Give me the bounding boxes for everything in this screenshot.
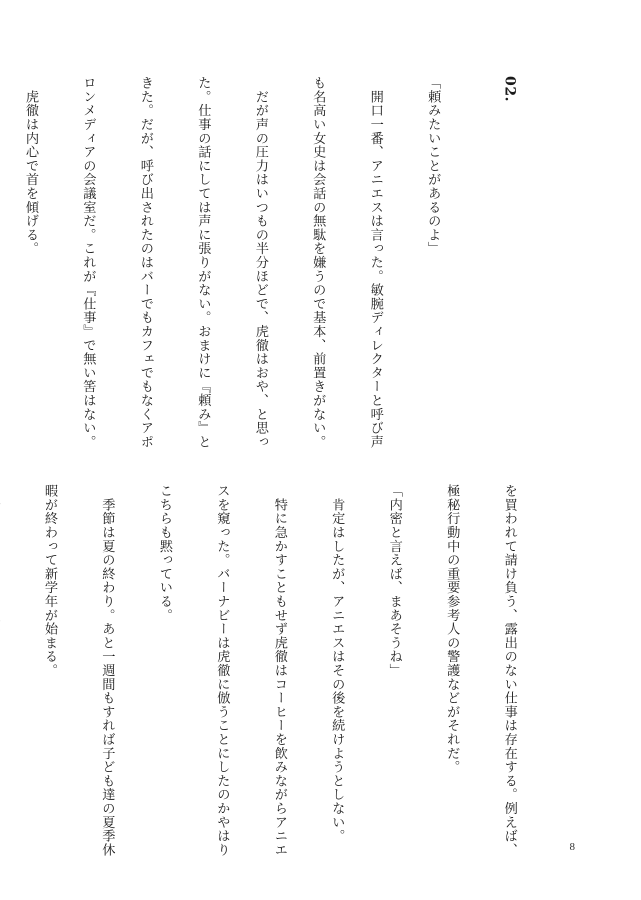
text-line: スを窺った。バーナビーは虎徹に倣うことにしたのかやはり xyxy=(214,484,230,857)
text-line: 季節は夏の終わり。あと一週間もすれば子ども達の夏季休 xyxy=(99,484,115,857)
text-line: 虎徹は内心で首を傾げる。 xyxy=(22,76,38,256)
text-line: こちらも黙っている。 xyxy=(156,484,172,622)
text-line: 開口一番、アニエスは言った。敏腕ディレクターと呼び声 xyxy=(367,76,383,449)
chapter-heading: 02. xyxy=(501,76,518,103)
lower-text-block xyxy=(0,484,557,872)
text-line: を買われて請け負う、露出のない仕事は存在する。例えば、 xyxy=(501,484,517,857)
text-line: 極秘行動中の重要参考人の警護などがそれだ。 xyxy=(444,484,460,774)
text-line: 「内密と言えば、まあそうね」 xyxy=(386,484,402,678)
text-line: だが声の圧力はいつもの半分ほどで、虎徹はおや、と思っ xyxy=(252,76,268,449)
text-line: 「頼みたいことがあるのよ」 xyxy=(425,76,441,256)
text-line xyxy=(0,484,1,872)
text-line: も名高い女史は会話の無駄を嫌うので基本、前置きがない。 xyxy=(310,76,326,449)
text-line: 暇が終わって新学年が始まる。 xyxy=(41,484,57,678)
upper-text-block xyxy=(0,76,557,464)
text-line: ロンメディアの会議室だ。これが『仕事』で無い筈はない。 xyxy=(80,76,96,449)
page-number: 8 xyxy=(569,841,575,853)
text-line: きた。だが、呼び出されたのはバーでもカフェでもなくアポ xyxy=(137,76,153,449)
text-line: た。仕事の話にしては声に張りがない。おまけに『頼み』と xyxy=(195,76,211,449)
text-line: 肯定はしたが、アニエスはその後を続けようとしない。 xyxy=(329,484,345,843)
text-line: 特に急かすこともせず虎徹はコーヒーを飲みながらアニエ xyxy=(271,484,287,857)
